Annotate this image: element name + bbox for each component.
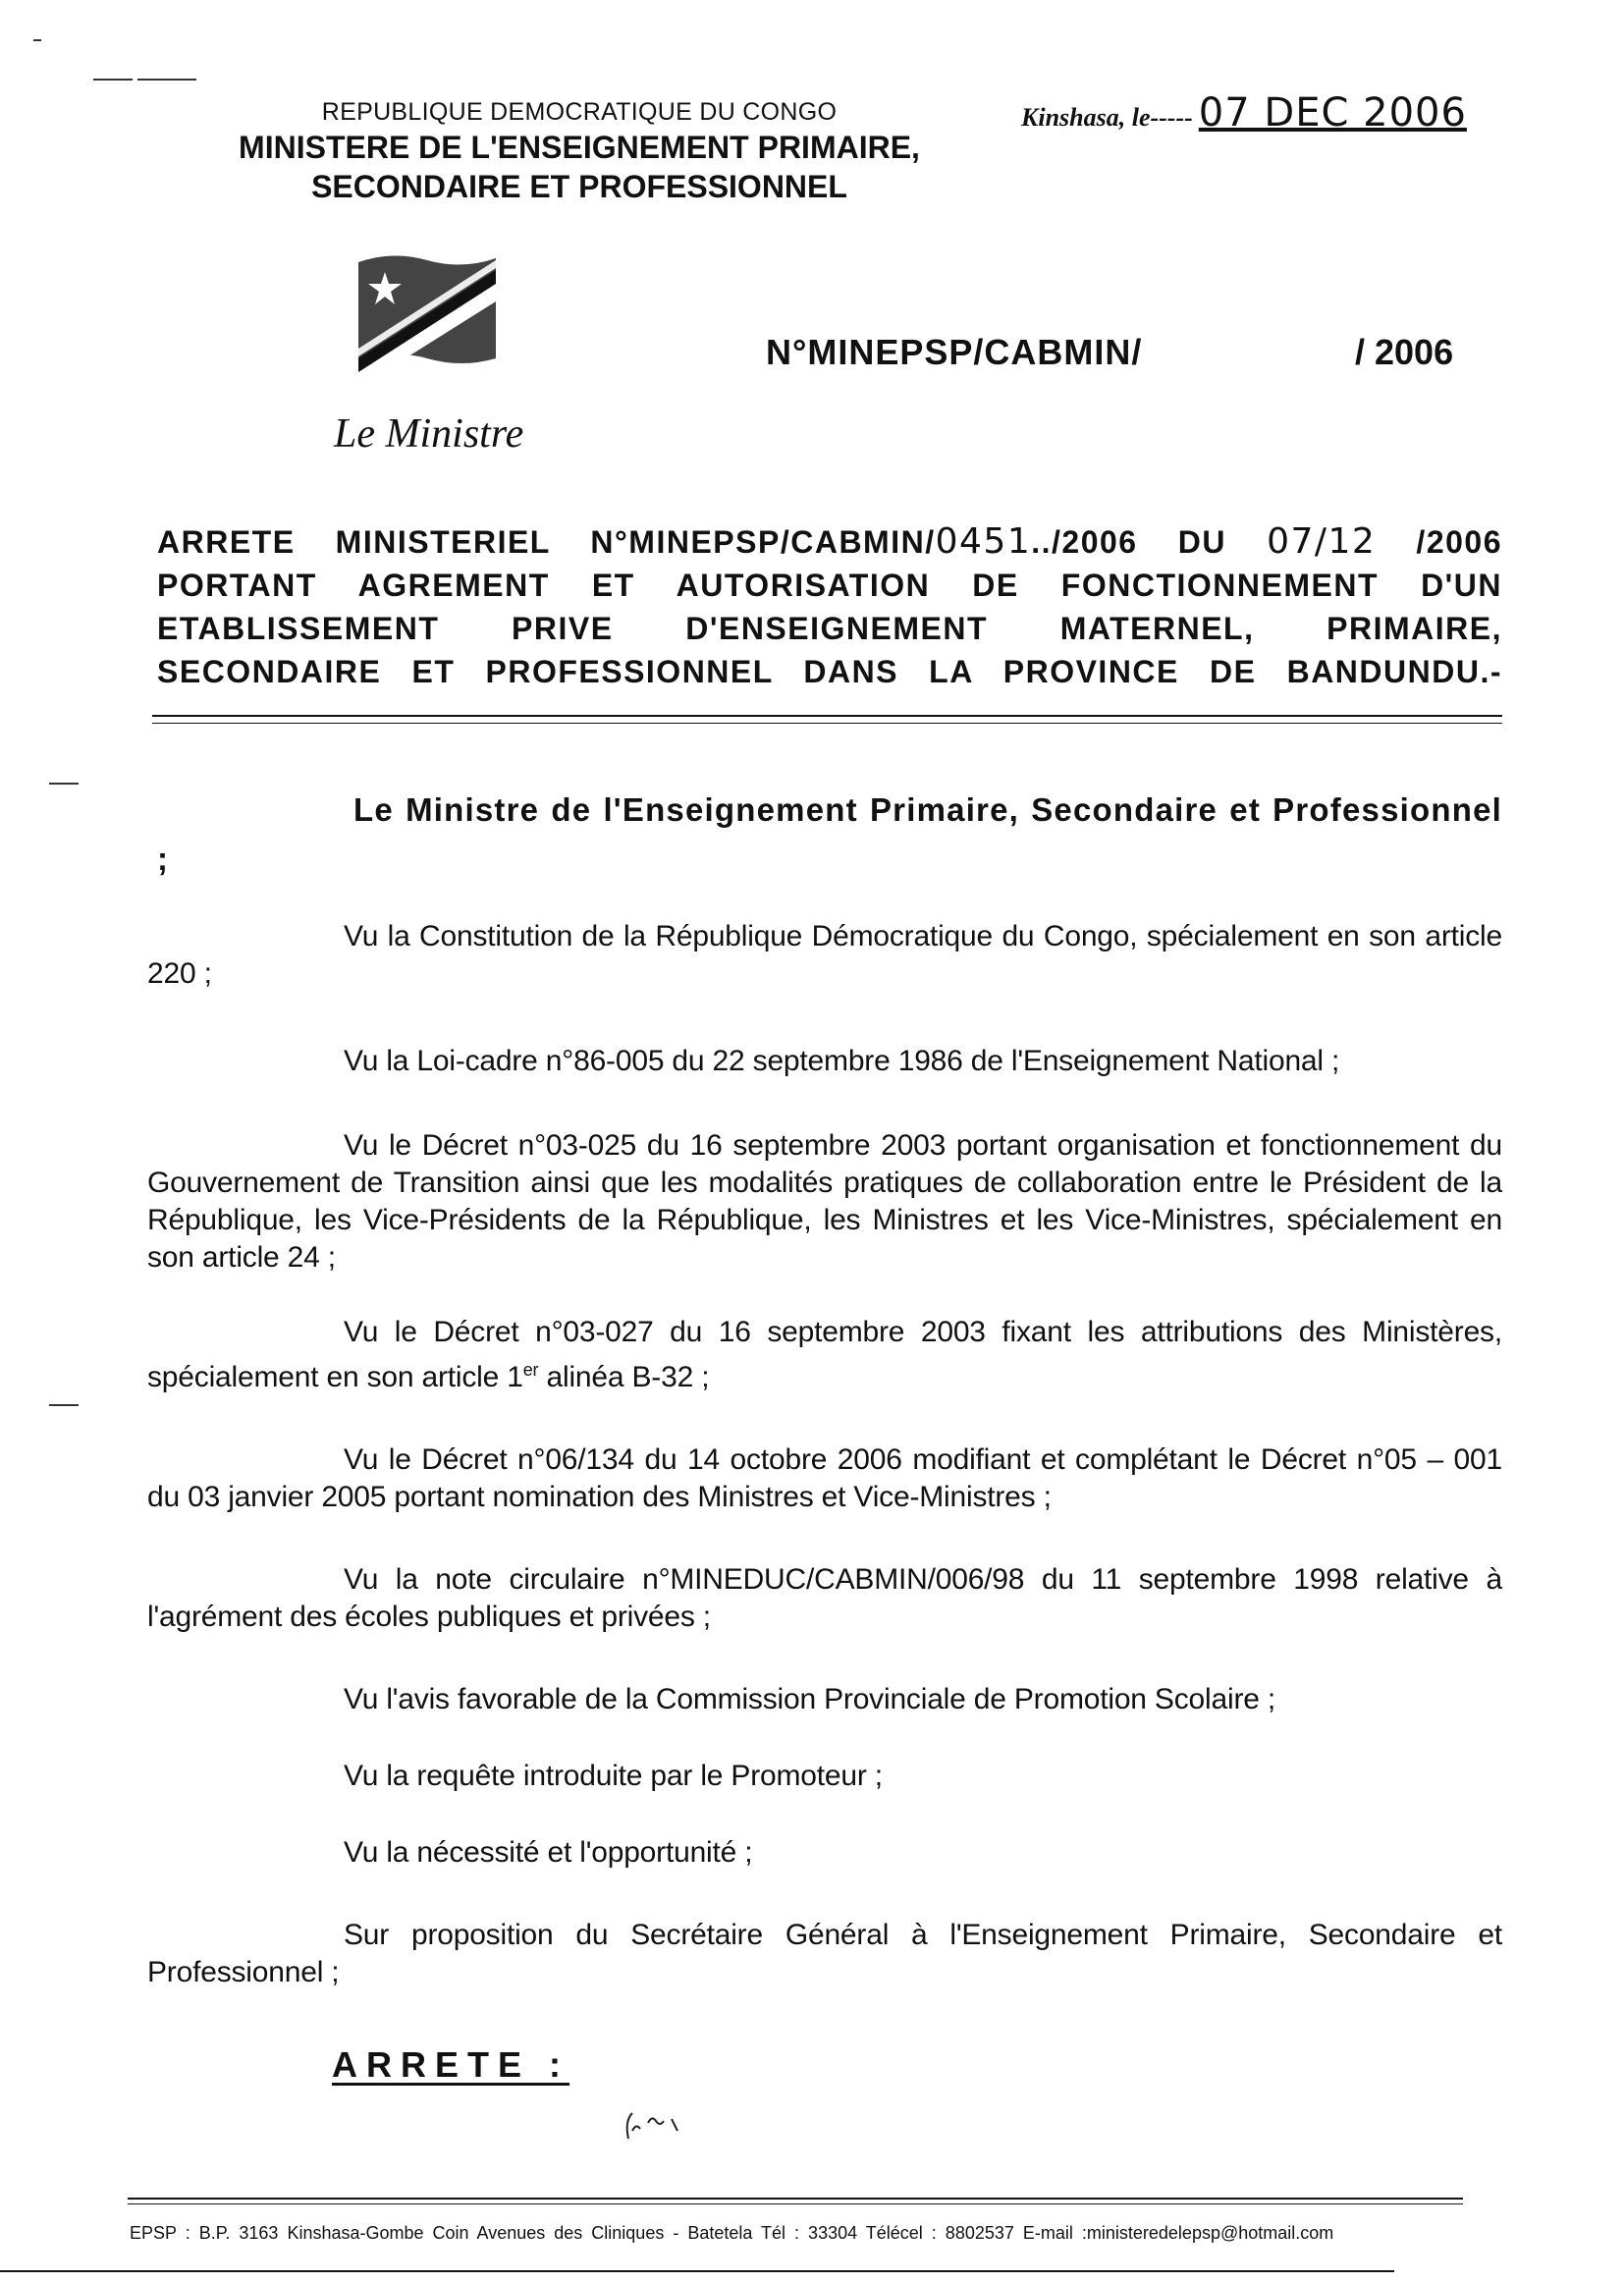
title-line-1: ARRETE MINISTERIEL N°MINEPSP/CABMIN/0451../2006 DU 07/12 /2006 xyxy=(157,521,1503,562)
considerant-requete: Vu la requête introduite par le Promoteur ; xyxy=(344,1760,883,1792)
considerant-decret-03-025: Vu le Décret n°03-025 du 16 septembre 2003 portant organisation et fonctionnement du Gouvernement de Transition ainsi que les modalités pratiques de collaboration entre le Président de la République, les Vice-Présidents de la République, les Ministres et les Vice-Ministres, spécialement en son article 24 ; xyxy=(147,1129,1502,1274)
handwritten-decree-number: 0451 xyxy=(935,521,1032,562)
page-bottom-line xyxy=(0,2270,1394,2272)
scan-mark xyxy=(33,39,41,41)
signer-title: Le Ministre xyxy=(334,411,524,457)
footer-divider xyxy=(128,2203,1463,2204)
arrete-heading: ARRETE : xyxy=(332,2044,569,2085)
considerant-decret-06-134: Vu le Décret n°06/134 du 14 octobre 2006 modifiant et complétant le Décret n°05 – 001 du 03 janvier 2005 portant nomination des Ministres et Vice-Ministres ; xyxy=(147,1443,1502,1513)
title-line-4: SECONDAIRE ET PROFESSIONNEL DANS LA PROVINCE DE BANDUNDU.- xyxy=(157,654,1502,689)
considerant-proposition: Sur proposition du Secrétaire Général à l'Enseignement Primaire, Secondaire et Professionnel ; xyxy=(147,1919,1502,1988)
date-prefix: Kinshasa, le----- xyxy=(1021,103,1193,132)
title-divider xyxy=(152,715,1502,717)
title-line-2: PORTANT AGREMENT ET AUTORISATION DE FONCTIONNEMENT D'UN xyxy=(157,568,1502,603)
ministry-name-line1: MINISTERE DE L'ENSEIGNEMENT PRIMAIRE, xyxy=(239,130,920,165)
place-date xyxy=(1021,90,1467,136)
scan-mark xyxy=(137,79,196,81)
footer-divider xyxy=(128,2198,1463,2200)
reference-year: / 2006 xyxy=(1355,332,1454,372)
drc-flag-icon xyxy=(353,250,501,378)
handwritten-date: 07 DEC 2006 xyxy=(1198,90,1467,136)
handwritten-decree-date: 07/12 xyxy=(1267,521,1377,562)
considerant-avis-favorable: Vu l'avis favorable de la Commission Provinciale de Promotion Scolaire ; xyxy=(344,1683,1275,1715)
footer-contact: EPSP : B.P. 3163 Kinshasa-Gombe Coin Avenues des Cliniques - Batetela Tél : 33304 Télécel : 8802537 E-mail :ministeredelepsp@hotmail.com xyxy=(130,2223,1334,2243)
letterhead xyxy=(187,98,972,205)
scan-mark xyxy=(49,1404,79,1406)
title-line-3: ETABLISSEMENT PRIVE D'ENSEIGNEMENT MATERNEL, PRIMAIRE, xyxy=(157,611,1502,646)
considerant-loi-cadre: Vu la Loi-cadre n°86-005 du 22 septembre 1986 de l'Enseignement National ; xyxy=(344,1045,1340,1077)
minister-intro: Le Ministre de l'Enseignement Primaire, Secondaire et Professionnel ; xyxy=(157,791,1502,877)
scan-mark xyxy=(49,783,79,785)
considerant-note-circulaire: Vu la note circulaire n°MINEDUC/CABMIN/006/98 du 11 septembre 1998 relative à l'agrément des écoles publiques et privées ; xyxy=(147,1563,1502,1633)
considerant-decret-03-027: Vu le Décret n°03-027 du 16 septembre 2003 fixant les attributions des Ministères, spécialement en son article 1er alinéa B-32 ; xyxy=(147,1316,1502,1393)
ministry-name-line2: SECONDAIRE ET PROFESSIONNEL xyxy=(311,169,847,204)
title-divider xyxy=(152,723,1502,724)
reference-number: N°MINEPSP/CABMIN/ xyxy=(766,332,1143,372)
country-name: REPUBLIQUE DEMOCRATIQUE DU CONGO xyxy=(321,98,838,126)
handwritten-initials xyxy=(619,2101,717,2150)
considerant-constitution: Vu la Constitution de la République Démocratique du Congo, spécialement en son article 220 ; xyxy=(147,920,1502,990)
considerant-necessite: Vu la nécessité et l'opportunité ; xyxy=(344,1836,753,1869)
scan-mark xyxy=(93,79,133,81)
decree-title xyxy=(157,520,1502,693)
